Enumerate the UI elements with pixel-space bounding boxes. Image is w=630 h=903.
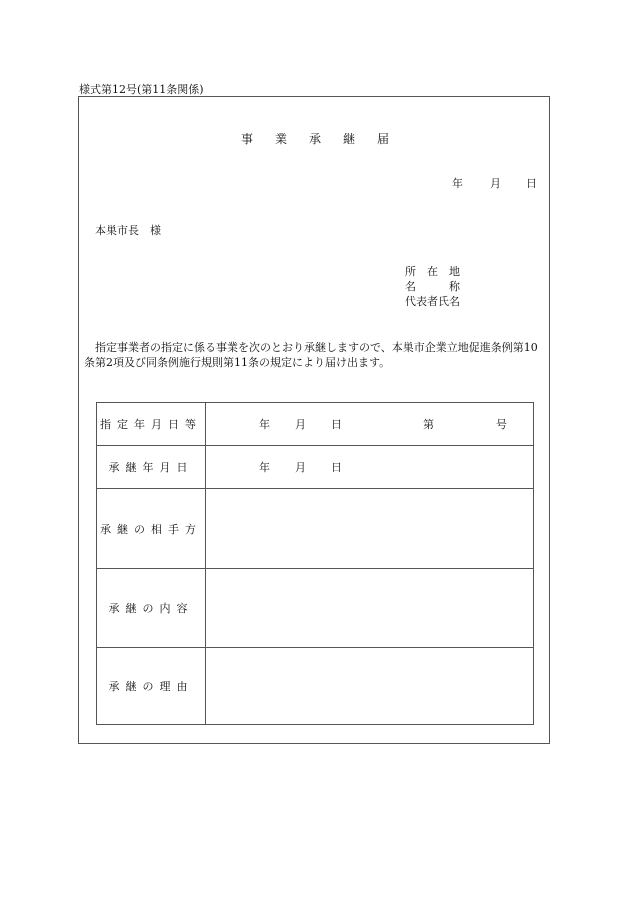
table-row	[97, 446, 534, 489]
month-label: 月	[490, 177, 501, 190]
addressee: 本巣市長 様	[95, 224, 161, 237]
year-label: 年	[452, 177, 463, 190]
number-prefix: 第	[423, 418, 434, 431]
reason-label: 承継の理由	[97, 648, 206, 725]
number-suffix: 号	[496, 418, 507, 431]
applicant-block	[405, 264, 460, 309]
form-title: 事業承継届	[240, 132, 411, 146]
table-row	[97, 403, 534, 446]
year-label: 年	[259, 418, 270, 431]
representative-label: 代表者氏名	[405, 295, 460, 308]
content-label: 承継の内容	[97, 569, 206, 648]
body-paragraph: 指定事業者の指定に係る事業を次のとおり承継しますので、本巣市企業立地促進条例第10条第2項及び同条例施行規則第11条の規定により届け出ます。	[84, 341, 538, 369]
name-label: 名 称	[405, 280, 460, 293]
year-label: 年	[259, 461, 270, 474]
location-label: 所 在 地	[405, 265, 460, 278]
table-row	[97, 569, 534, 648]
counterparty-label: 承継の相手方	[97, 489, 206, 569]
reason-field[interactable]	[206, 648, 534, 725]
form-number: 様式第12号(第11条関係)	[79, 83, 204, 96]
succession-date-field[interactable]	[206, 446, 534, 489]
body-text	[84, 340, 546, 370]
month-label: 月	[295, 418, 306, 431]
day-label: 日	[526, 177, 537, 190]
content-field[interactable]	[206, 569, 534, 648]
designation-date-field[interactable]	[206, 403, 534, 446]
day-label: 日	[331, 461, 342, 474]
succession-table	[96, 402, 534, 725]
day-label: 日	[331, 418, 342, 431]
table-row	[97, 489, 534, 569]
succession-date-label: 承継年月日	[97, 446, 206, 489]
month-label: 月	[295, 461, 306, 474]
designation-date-label: 指定年月日等	[97, 403, 206, 446]
counterparty-field[interactable]	[206, 489, 534, 569]
table-row	[97, 648, 534, 725]
